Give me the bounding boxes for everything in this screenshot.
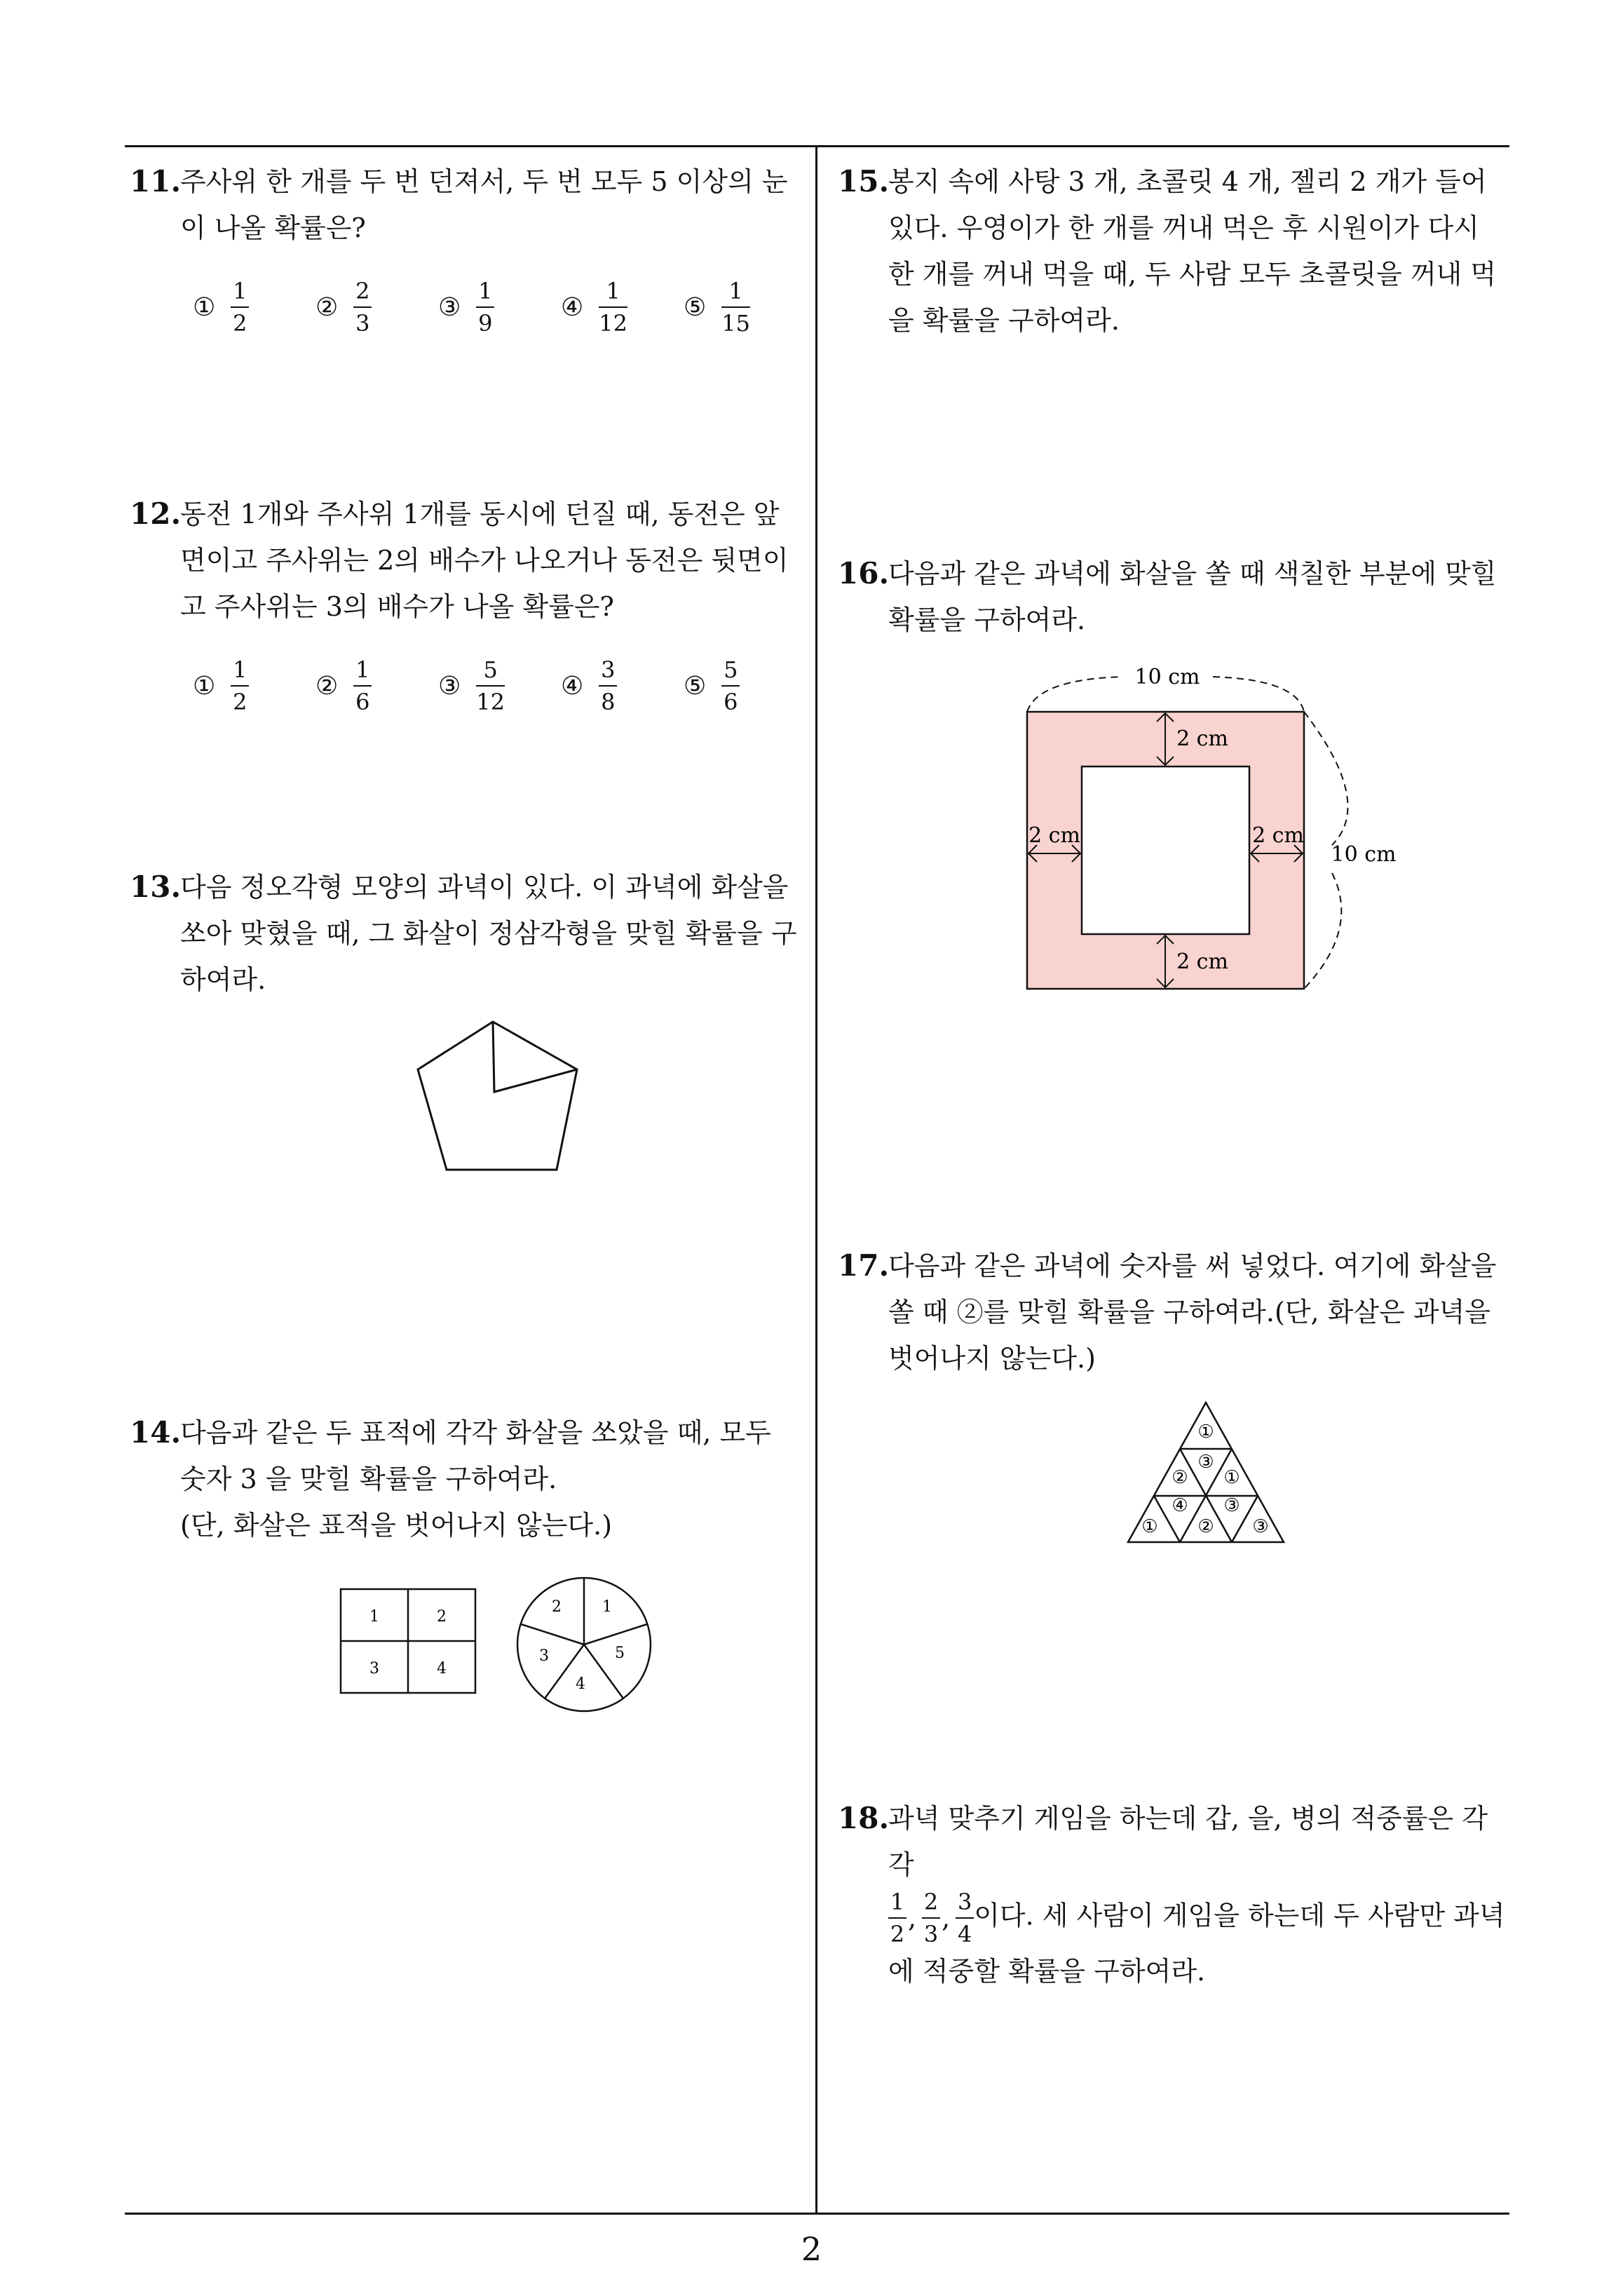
square-target <box>338 1586 478 1699</box>
label-inner-top-2cm: 2 cm <box>1176 727 1228 751</box>
fraction: $\frac{2}{3}$ <box>922 1888 940 1948</box>
question-number: 18. <box>838 1801 890 1835</box>
question-number: 17. <box>838 1248 890 1283</box>
question-text: 다음과 같은 두 표적에 각각 화살을 쏘았을 때, 모두 숫자 3 을 맞힐 확률을 구하여라. <box>180 1417 771 1494</box>
pentagon-target <box>407 1010 617 1192</box>
tri-label: ① <box>1197 1422 1214 1443</box>
question-number: 15. <box>838 164 890 198</box>
question-number: 11. <box>130 164 182 198</box>
triangle-target <box>1122 1399 1290 1546</box>
grid-label-1: 1 <box>369 1608 379 1626</box>
tri-label: ③ <box>1252 1516 1269 1537</box>
fraction: $\frac{3}{4}$ <box>956 1888 974 1948</box>
circle-target <box>510 1571 658 1718</box>
choice-1[interactable]: ① $\frac{1}{2}$ <box>193 277 249 337</box>
square-frame-target <box>1010 663 1409 999</box>
choice-3[interactable]: ③ $\frac{5}{12}$ <box>438 656 505 715</box>
choice-5[interactable]: ⑤ $\frac{1}{15}$ <box>684 278 750 337</box>
label-inner-bottom-2cm: 2 cm <box>1176 950 1228 974</box>
tri-label: ② <box>1197 1516 1214 1537</box>
tri-label: ① <box>1223 1467 1240 1488</box>
choice-5[interactable]: ⑤ $\frac{5}{6}$ <box>684 656 740 716</box>
question-text: 봉지 속에 사탕 3 개, 초콜릿 4 개, 젤리 2 개가 들어 있다. 우영이가 한 개를 꺼내 먹은 후 시원이가 다시 한 개를 꺼내 먹을 때, 두 사람 모두 초콜릿을 꺼내 먹을 확률을 구하여라. <box>888 166 1497 336</box>
question-13 <box>130 864 803 1003</box>
question-18 <box>838 1795 1511 1994</box>
question-15 <box>838 158 1511 344</box>
question-number: 12. <box>130 497 182 531</box>
question-14 <box>130 1410 803 1548</box>
question-12 <box>130 491 803 630</box>
page-number: 2 <box>801 2230 822 2268</box>
inner-square <box>1082 767 1249 934</box>
question-number: 16. <box>838 556 890 590</box>
question-number: 14. <box>130 1415 182 1450</box>
tri-label: ② <box>1172 1467 1188 1488</box>
choice-2[interactable]: ② $\frac{2}{3}$ <box>315 277 372 337</box>
choice-1[interactable]: ① $\frac{1}{2}$ <box>193 656 249 716</box>
question-number: 13. <box>130 870 182 904</box>
circle-label-1: 1 <box>602 1598 612 1616</box>
question-17 <box>838 1243 1511 1382</box>
tri-label: ① <box>1141 1516 1158 1537</box>
label-right-10cm: 10 cm <box>1331 842 1397 867</box>
q12-choices <box>193 656 796 726</box>
question-text: 다음과 같은 과녁에 숫자를 써 넣었다. 여기에 화살을 쏠 때 ②를 맞힐 확률을 구하여라.(단, 화살은 과녁을 벗어나지 않는다.) <box>888 1250 1497 1374</box>
circle-label-4: 4 <box>576 1675 585 1693</box>
tri-label: ③ <box>1197 1452 1214 1473</box>
choice-2[interactable]: ② $\frac{1}{6}$ <box>315 656 372 716</box>
tri-label: ④ <box>1172 1495 1188 1516</box>
choice-4[interactable]: ④ $\frac{1}{12}$ <box>561 278 627 337</box>
label-inner-left-2cm: 2 cm <box>1028 823 1080 848</box>
circle-label-5: 5 <box>615 1645 625 1662</box>
label-top-10cm: 10 cm <box>1134 665 1200 689</box>
grid-label-2: 2 <box>437 1608 447 1626</box>
question-text: 다음 정오각형 모양의 과녁이 있다. 이 과녁에 화살을 쏘아 맞혔을 때, 그 화살이 정삼각형을 맞힐 확률을 구하여라. <box>180 872 797 995</box>
choice-4[interactable]: ④ $\frac{3}{8}$ <box>561 656 617 716</box>
bottom-rule <box>125 2213 1509 2215</box>
label-inner-right-2cm: 2 cm <box>1252 823 1304 848</box>
question-text: 동전 1개와 주사위 1개를 동시에 던질 때, 동전은 앞면이고 주사위는 2의 배수가 나오거나 동전은 뒷면이고 주사위는 3의 배수가 나올 확률은? <box>180 499 789 622</box>
question-text: 다음과 같은 과녁에 화살을 쏠 때 색칠한 부분에 맞힐 확률을 구하여라. <box>888 558 1497 635</box>
question-16 <box>838 551 1511 643</box>
center-divider <box>815 145 817 2214</box>
grid-label-4: 4 <box>437 1660 447 1677</box>
circle-label-2: 2 <box>552 1598 562 1616</box>
fraction: $\frac{1}{2}$ <box>888 1888 906 1948</box>
q11-choices <box>193 277 796 347</box>
grid-label-3: 3 <box>369 1660 379 1677</box>
question-11 <box>130 158 803 251</box>
tri-label: ③ <box>1223 1495 1240 1516</box>
circle-label-3: 3 <box>539 1647 549 1665</box>
choice-3[interactable]: ③ $\frac{1}{9}$ <box>438 277 494 337</box>
question-text: 주사위 한 개를 두 번 던져서, 두 번 모두 5 이상의 눈이 나올 확률은? <box>180 166 788 243</box>
question-note: (단, 화살은 표적을 벗어나지 않는다.) <box>180 1510 613 1541</box>
question-text: 과녁 맞추기 게임을 하는데 갑, 을, 병의 적중률은 각각 $\frac{1}{2}$ , $\frac{2}{3}$ , $\frac{3}{4}$ 이다. 세 사람이 게임을 하는데 두 사람만 과녁에 적중할 확률을 구하여라. <box>888 1803 1505 1987</box>
